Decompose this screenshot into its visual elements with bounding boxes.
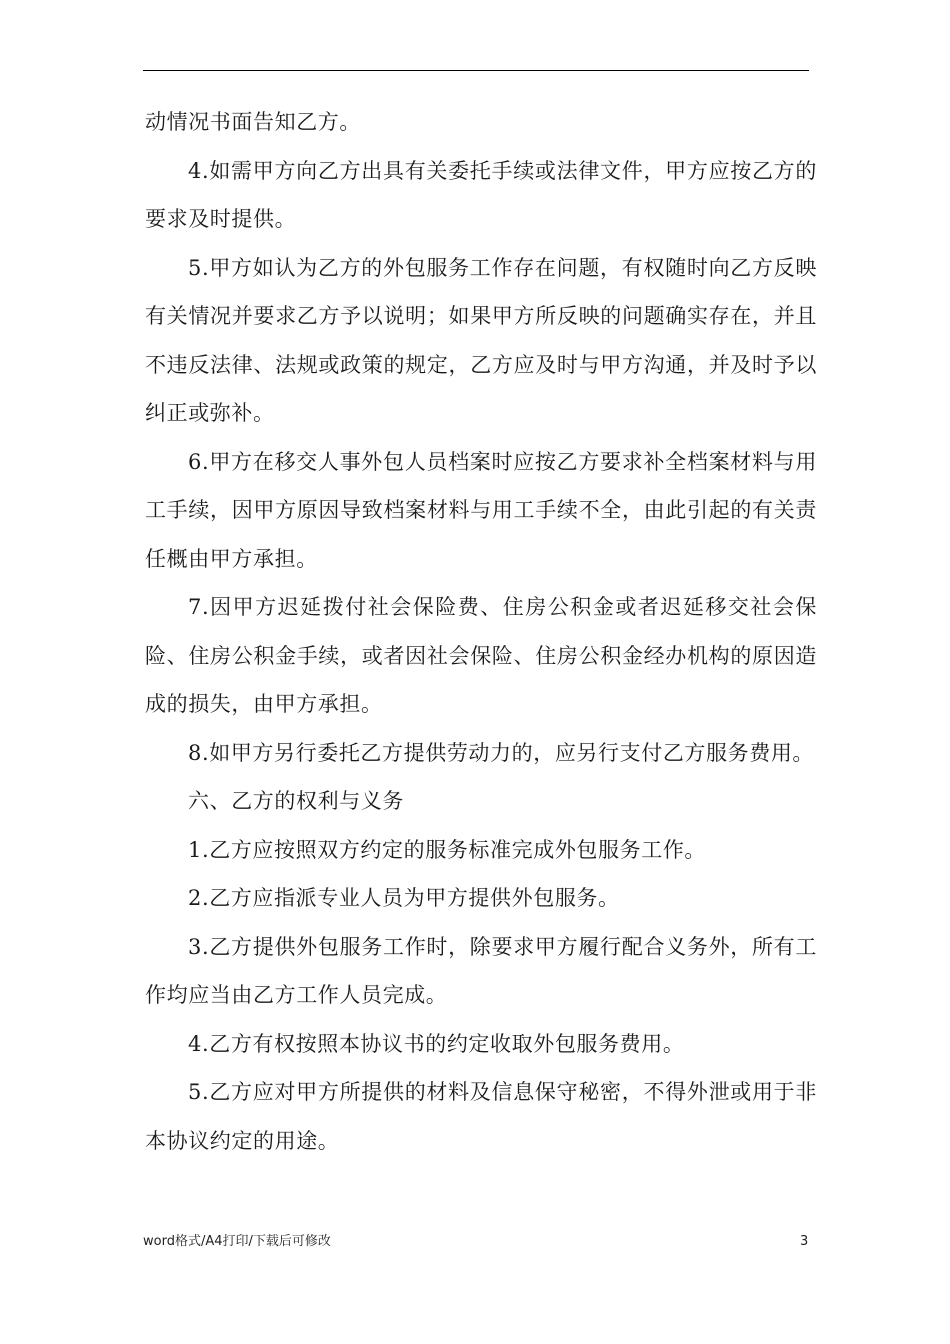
section-heading-party-b-rights: 六、乙方的权利与义务 (188, 789, 404, 813)
paragraph-6: 8.如甲方另行委托乙方提供劳动力的，应另行支付乙方服务费用。 (188, 740, 815, 765)
paragraph-5: 7.因甲方迟延拨付社会保险费、住房公积金或者迟延移交社会保险、住房公积金手续，或者因社会保险、住房公积金经办机构的原因造成的损失，由甲方承担。 (145, 595, 817, 716)
document-body (145, 98, 817, 1165)
page-number: 3 (800, 1234, 809, 1249)
paragraph-11: 4.乙方有权按照本协议书的约定收取外包服务费用。 (188, 1031, 685, 1056)
header-rule (143, 70, 809, 71)
paragraph-10: 3.乙方提供外包服务工作时，除要求甲方履行配合义务外，所有工作均应当由乙方工作人员完成。 (145, 934, 817, 1007)
paragraph-2: 4.如需甲方向乙方出具有关委托手续或法律文件，甲方应按乙方的要求及时提供。 (145, 158, 817, 231)
paragraph-9: 2.乙方应指派专业人员为甲方提供外包服务。 (188, 886, 620, 910)
paragraph-8: 1.乙方应按照双方约定的服务标准完成外包服务工作。 (188, 837, 707, 862)
paragraph-12: 5.乙方应对甲方所提供的材料及信息保守秘密，不得外泄或用于非本协议约定的用途。 (145, 1080, 817, 1153)
paragraph-1: 动情况书面告知乙方。 (145, 110, 361, 134)
footer-note: word格式/A4打印/下载后可修改 (143, 1234, 331, 1249)
paragraph-4: 6.甲方在移交人事外包人员档案时应按乙方要求补全档案材料与用工手续，因甲方原因导致档案材料与用工手续不全，由此引起的有关责任概由甲方承担。 (145, 449, 817, 571)
paragraph-3: 5.甲方如认为乙方的外包服务工作存在问题，有权随时向乙方反映有关情况并要求乙方予以说明；如果甲方所反映的问题确实存在，并且不违反法律、法规或政策的规定，乙方应及时与甲方沟通，并及时予以纠正或弥补。 (145, 255, 817, 425)
